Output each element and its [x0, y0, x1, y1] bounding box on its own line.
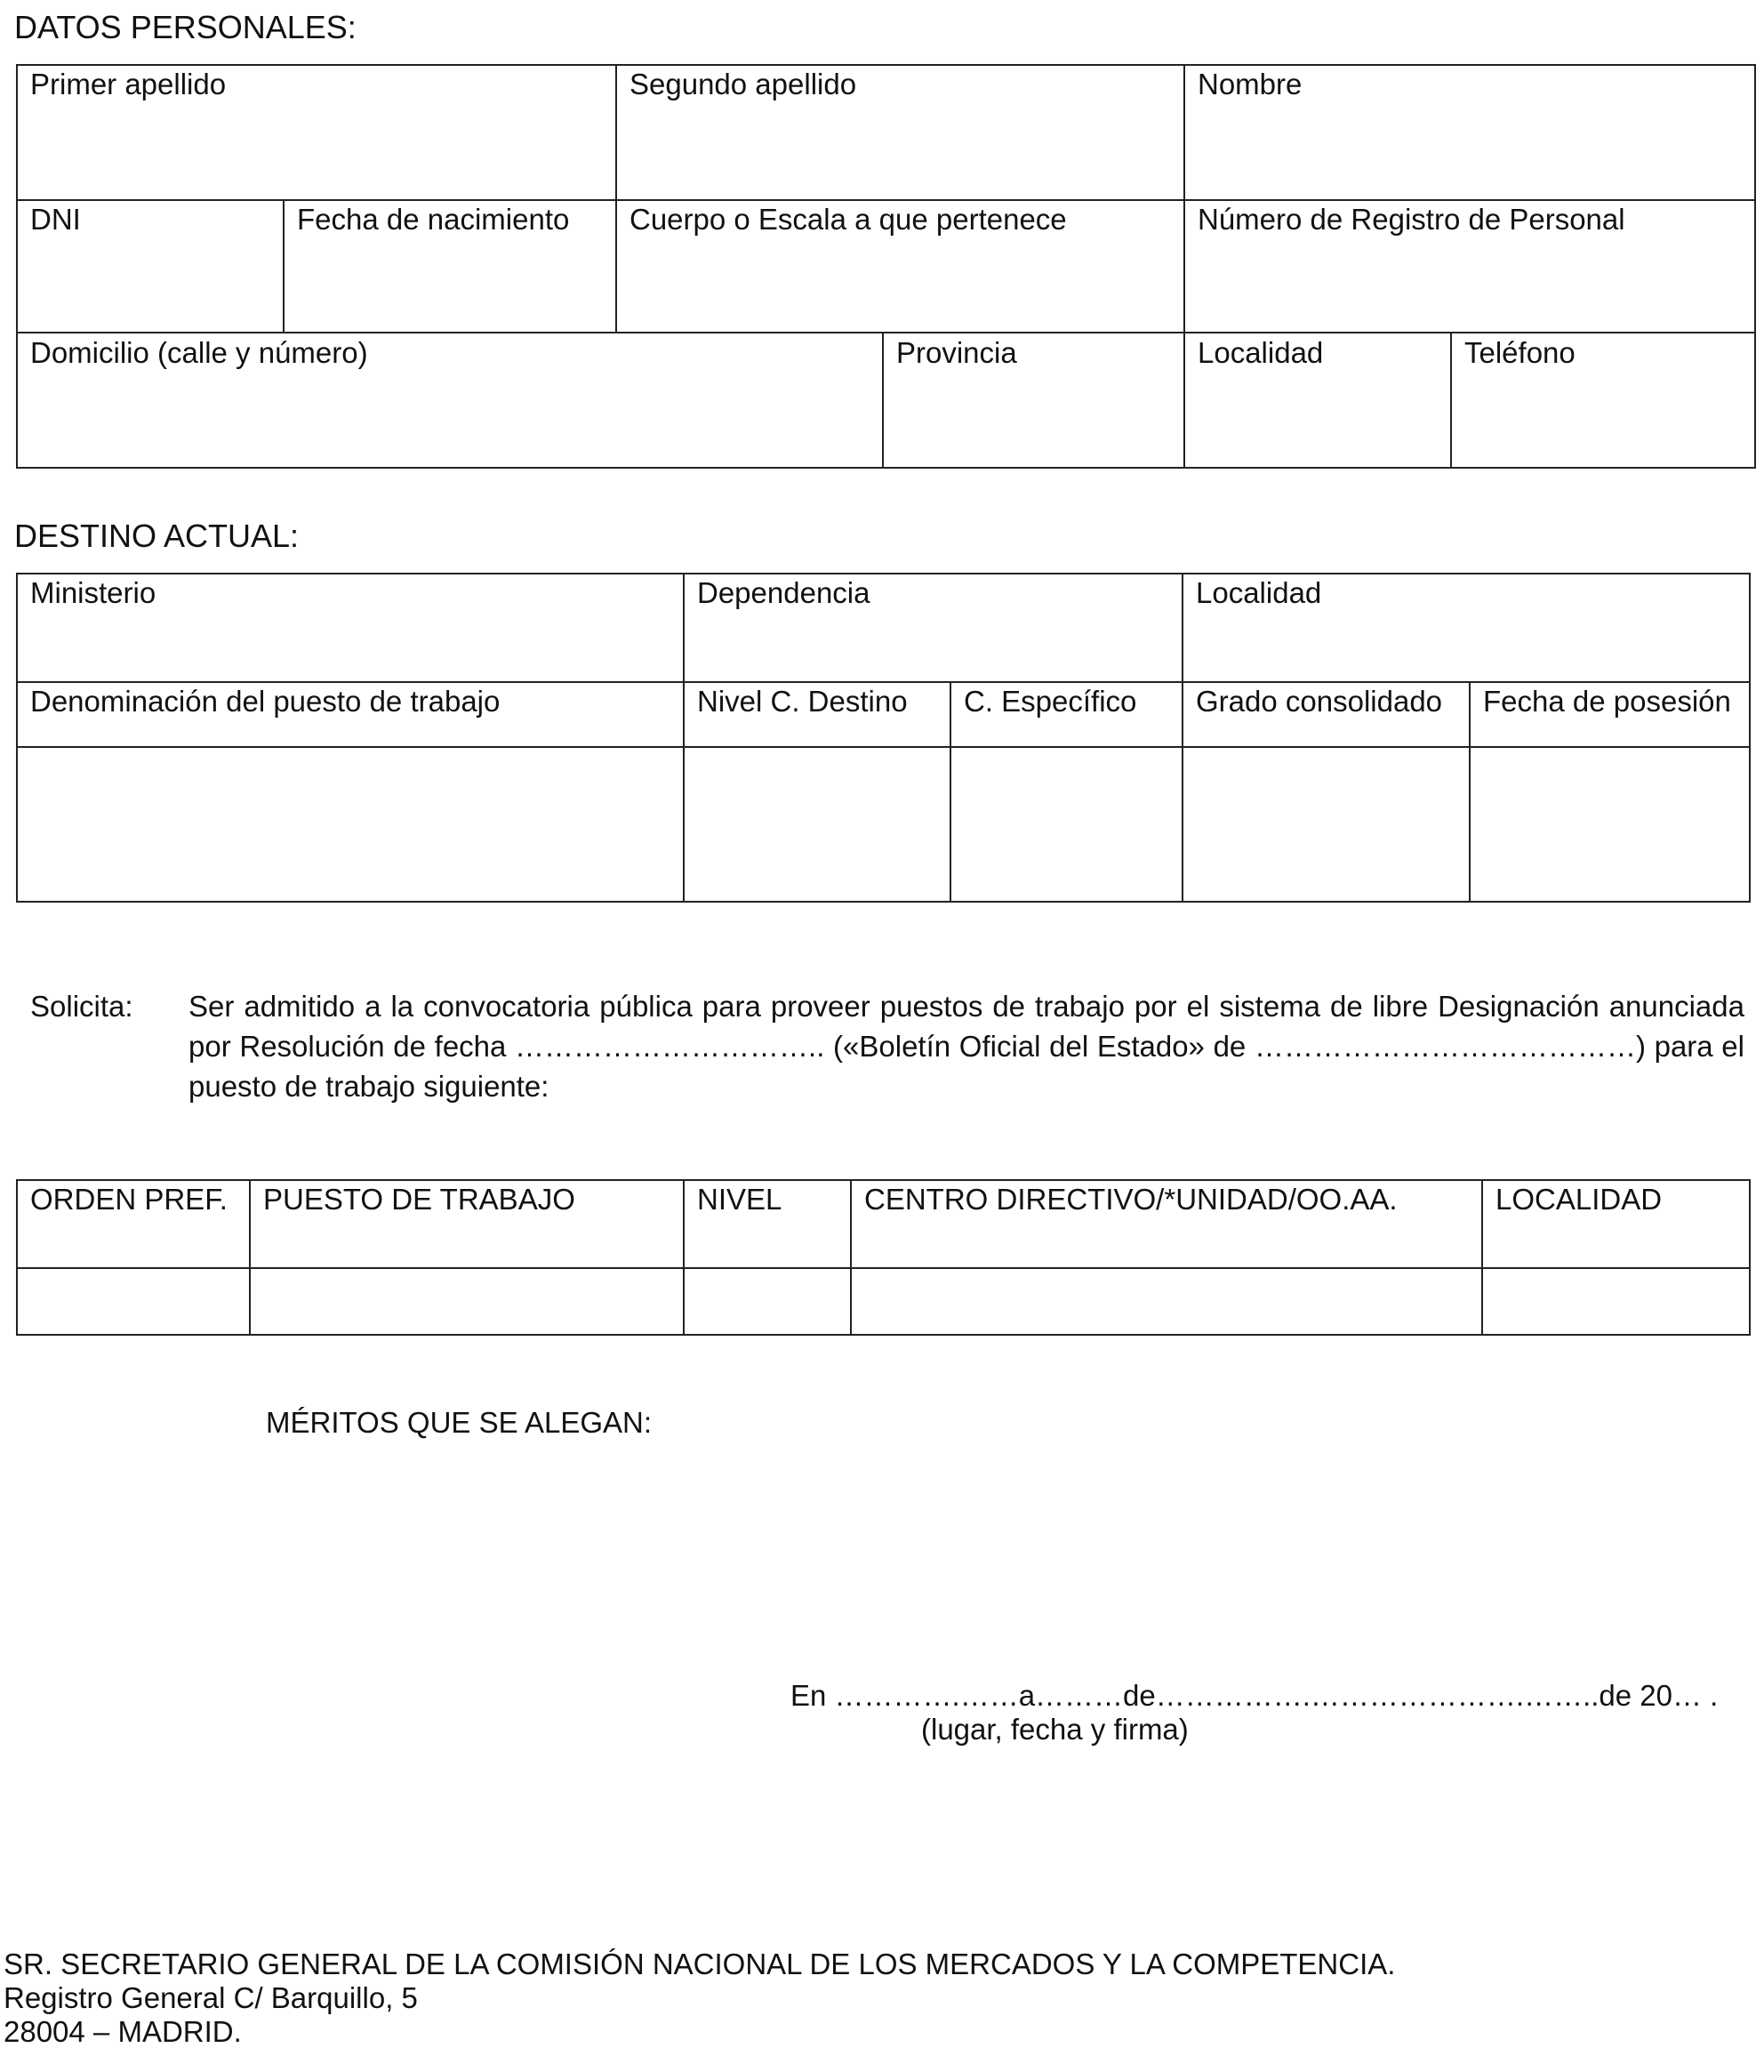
personal-table-border: [16, 64, 1756, 469]
meritos-label: MÉRITOS QUE SE ALEGAN:: [266, 1406, 653, 1439]
personal-section-title: DATOS PERSONALES:: [14, 9, 357, 45]
column-divider: [850, 1179, 852, 1336]
column-header-puesto: PUESTO DE TRABAJO: [263, 1183, 575, 1216]
destino-section-title: DESTINO ACTUAL:: [14, 518, 300, 554]
field-label-domicilio: Domicilio (calle y número): [30, 336, 368, 369]
row-divider: [16, 681, 1751, 683]
recipient-address: [4, 1948, 1395, 2049]
field-label-dependencia: Dependencia: [697, 576, 870, 609]
column-divider: [683, 1179, 685, 1336]
recipient-title: SR. SECRETARIO GENERAL DE LA COMISIÓN NACIONAL DE LOS MERCADOS Y LA COMPETENCIA.: [4, 1948, 1396, 1980]
field-label-denominacion-puesto: Denominación del puesto de trabajo: [30, 685, 501, 718]
row-divider: [16, 332, 1756, 333]
field-label-dni: DNI: [30, 203, 81, 236]
column-divider: [683, 573, 685, 903]
column-divider: [615, 64, 617, 333]
column-divider: [283, 199, 285, 333]
recipient-city: 28004 – MADRID.: [4, 2015, 242, 2048]
solicita-label: Solicita:: [30, 990, 133, 1023]
row-divider: [16, 746, 1751, 748]
field-label-grado-consolidado: Grado consolidado: [1196, 685, 1443, 718]
field-label-nombre: Nombre: [1198, 68, 1303, 100]
signature-caption: (lugar, fecha y firma): [921, 1713, 1189, 1746]
column-divider: [249, 1179, 251, 1336]
signature-date-line: En ………….……a………de…………….………………….……..de 20… .: [790, 1679, 1719, 1712]
column-header-nivel: NIVEL: [697, 1183, 782, 1216]
field-label-segundo-apellido: Segundo apellido: [629, 68, 857, 100]
field-label-provincia: Provincia: [896, 336, 1017, 369]
field-label-complemento-especifico: C. Específico: [964, 685, 1137, 718]
field-label-fecha-posesion: Fecha de posesión: [1483, 685, 1731, 718]
row-divider: [16, 199, 1756, 201]
field-label-destino-localidad: Localidad: [1196, 576, 1322, 609]
field-label-fecha-nacimiento: Fecha de nacimiento: [297, 203, 570, 236]
field-label-numero-registro: Número de Registro de Personal: [1198, 203, 1625, 236]
field-label-telefono: Teléfono: [1464, 336, 1576, 369]
column-header-localidad: LOCALIDAD: [1495, 1183, 1663, 1216]
field-label-nivel-destino: Nivel C. Destino: [697, 685, 908, 718]
column-divider: [1182, 573, 1183, 903]
field-label-localidad: Localidad: [1198, 336, 1324, 369]
field-label-primer-apellido: Primer apellido: [30, 68, 227, 100]
column-divider: [950, 681, 951, 903]
column-divider: [1450, 332, 1452, 469]
column-divider: [1183, 64, 1185, 469]
destino-table-border: [16, 573, 1751, 903]
recipient-street: Registro General C/ Barquillo, 5: [4, 1981, 418, 2014]
row-divider: [16, 1267, 1751, 1269]
column-header-orden: ORDEN PREF.: [30, 1183, 228, 1216]
column-divider: [882, 332, 884, 469]
field-label-ministerio: Ministerio: [30, 576, 156, 609]
column-header-centro: CENTRO DIRECTIVO/*UNIDAD/OO.AA.: [864, 1183, 1398, 1216]
solicita-text: Ser admitido a la convocatoria pública para proveer puestos de trabajo por el sistema de libre Designación anunciada por Resolución de fecha ………………………….. («Boletín Oficial del Estado» de …………………………………) para el puesto de trabajo siguiente:: [188, 990, 1744, 1103]
column-divider: [1469, 681, 1471, 903]
column-divider: [1481, 1179, 1483, 1336]
field-label-cuerpo-escala: Cuerpo o Escala a que pertenece: [629, 203, 1067, 236]
